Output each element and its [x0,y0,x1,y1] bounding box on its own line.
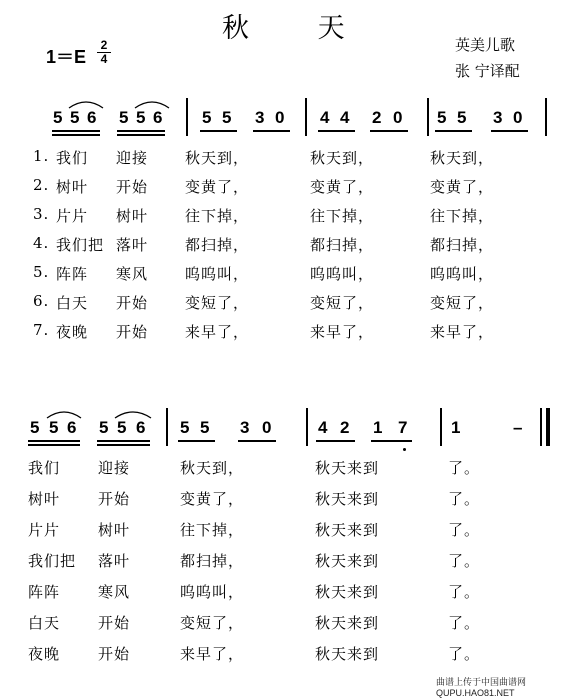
system1-lyric: 1. [33,147,50,165]
system2-lyric: 寒风 [98,583,131,601]
system1-note: 3 [493,108,503,127]
system1-lyric: 寒风 [116,265,149,283]
system1-lyric: 变黄了， [310,178,375,196]
system1-lyric: 来早了， [310,323,375,341]
system1-note: 6 [87,108,97,127]
system1-note: 5 [136,108,146,127]
system2-beam [28,440,80,442]
system2-note: 5 [30,418,40,437]
system1-lyric: 变黄了， [430,178,495,196]
credit-translator: 张 宁译配 [455,62,520,80]
system2-lyric: 秋天来到 [315,614,380,632]
system1-lyric: 2. [33,176,50,194]
system2-lyric: 了。 [448,521,481,539]
system2-slur [114,409,152,419]
system2-note: 5 [117,418,127,437]
system1-note: 5 [457,108,467,127]
system1-note: 5 [119,108,129,127]
system2-lyric: 了。 [448,490,481,508]
system1-lyric: 秋天到， [185,149,250,167]
system1-lyric: 夜晚 [56,323,89,341]
system1-beam [253,130,290,132]
system1-lyric: 落叶 [116,236,149,254]
system2-low-octave-dot [403,448,406,451]
system1-beam [200,130,237,132]
system1-lyric: 往下掉， [430,207,495,225]
system1-note: 3 [255,108,265,127]
time-signature [97,40,111,65]
system1-note: 0 [275,108,285,127]
system1-beam [370,130,408,132]
system2-beam [28,444,80,446]
system2-lyric: 片片 [28,521,61,539]
system2-lyric: 变短了， [180,614,245,632]
system2-note: 6 [136,418,146,437]
system1-lyric: 往下掉， [185,207,250,225]
system1-barline [186,98,188,136]
system2-lyric: 夜晚 [28,645,61,663]
system1-lyric: 来早了， [185,323,250,341]
system1-barline [427,98,429,136]
system2-barline [306,408,308,446]
system1-lyric: 树叶 [56,178,89,196]
system1-beam [117,134,165,136]
system2-lyric: 秋天来到 [315,521,380,539]
system1-beam [491,130,528,132]
system2-note: 1 [451,418,461,437]
system2-note: 4 [318,418,328,437]
system1-lyric: 迎接 [116,149,149,167]
system2-beam [316,440,355,442]
system2-lyric: 开始 [98,614,131,632]
system1-lyric: 呜呜叫， [430,265,495,283]
system1-lyric: 白天 [56,294,89,312]
system2-note: 3 [240,418,250,437]
system1-lyric: 开始 [116,178,149,196]
system1-lyric: 开始 [116,294,149,312]
system2-note: 5 [180,418,190,437]
system2-lyric: 秋天到， [180,459,245,477]
system2-note: 5 [99,418,109,437]
system1-beam [435,130,472,132]
system2-lyric: 了。 [448,459,481,477]
system2-note: 5 [49,418,59,437]
system2-note: 0 [262,418,272,437]
system2-beam [238,440,276,442]
system1-lyric: 都扫掉， [185,236,250,254]
system2-lyric: 秋天来到 [315,490,380,508]
system1-slur [68,99,104,109]
system2-note: 5 [200,418,210,437]
system1-note: 2 [372,108,382,127]
system2-lyric: 落叶 [98,552,131,570]
system2-note: 2 [340,418,350,437]
system2-beam [178,440,215,442]
system1-note: 0 [513,108,523,127]
system1-lyric: 往下掉， [310,207,375,225]
system2-beam [371,440,412,442]
system2-lyric: 了。 [448,645,481,663]
system1-barline [305,98,307,136]
system2-lyric: 变黄了， [180,490,245,508]
system1-lyric: 5. [33,263,50,281]
system2-note: – [513,418,523,437]
system2-lyric: 开始 [98,490,131,508]
system2-note: 7 [398,418,408,437]
system2-lyric: 秋天来到 [315,459,380,477]
system1-lyric: 变短了， [430,294,495,312]
system2-final-barline-thick [546,408,550,446]
system1-beam [117,130,165,132]
system2-lyric: 迎接 [98,459,131,477]
system2-lyric: 我们 [28,459,61,477]
system1-lyric: 秋天到， [430,149,495,167]
system2-barline [166,408,168,446]
system2-lyric: 秋天来到 [315,552,380,570]
key-signature: 1＝E [46,47,87,67]
system1-lyric: 开始 [116,323,149,341]
system2-lyric: 了。 [448,583,481,601]
system1-note: 5 [437,108,447,127]
system2-slur [46,409,82,419]
time-signature-bottom: 4 [100,52,108,66]
system1-lyric: 3. [33,205,50,223]
system1-lyric: 我们把 [56,236,105,254]
system2-lyric: 了。 [448,552,481,570]
system1-lyric: 树叶 [116,207,149,225]
system2-lyric: 秋天来到 [315,645,380,663]
credit-origin: 英美儿歌 [455,36,516,54]
system1-lyric: 变短了， [310,294,375,312]
system1-lyric: 变黄了， [185,178,250,196]
system1-note: 5 [222,108,232,127]
system1-lyric: 都扫掉， [430,236,495,254]
system1-lyric: 秋天到， [310,149,375,167]
system1-beam [52,134,100,136]
system1-note: 4 [340,108,350,127]
system1-slur [134,99,170,109]
system1-lyric: 阵阵 [56,265,89,283]
system1-note: 5 [53,108,63,127]
system1-lyric: 呜呜叫， [185,265,250,283]
system2-final-barline-thin [540,408,542,446]
system1-lyric: 变短了， [185,294,250,312]
system2-lyric: 我们把 [28,552,77,570]
system2-beam [97,440,150,442]
system1-note: 0 [393,108,403,127]
system2-beam [97,444,150,446]
system2-lyric: 阵阵 [28,583,61,601]
system1-lyric: 都扫掉， [310,236,375,254]
system2-lyric: 都扫掉， [180,552,245,570]
system1-lyric: 来早了， [430,323,495,341]
system1-beam [52,130,100,132]
system1-lyric: 7. [33,321,50,339]
system1-note: 5 [202,108,212,127]
system2-note: 1 [373,418,383,437]
system2-lyric: 白天 [28,614,61,632]
system1-lyric: 6. [33,292,50,310]
system2-lyric: 开始 [98,645,131,663]
system2-lyric: 来早了， [180,645,245,663]
system2-note: 6 [67,418,77,437]
system1-lyric: 呜呜叫， [310,265,375,283]
system2-lyric: 树叶 [28,490,61,508]
system1-note: 5 [70,108,80,127]
system1-note: 4 [320,108,330,127]
system2-lyric: 树叶 [98,521,131,539]
system2-lyric: 了。 [448,614,481,632]
system2-lyric: 秋天来到 [315,583,380,601]
system2-lyric: 往下掉， [180,521,245,539]
system2-lyric: 呜呜叫， [180,583,245,601]
system1-barline [545,98,547,136]
system2-barline [440,408,442,446]
watermark: 曲谱上传于中国曲谱网 QUPU.HAO81.NET [436,677,527,698]
system1-lyric: 我们 [56,149,89,167]
system1-note: 6 [153,108,163,127]
system1-beam [318,130,355,132]
system1-lyric: 4. [33,234,50,252]
song-title: 秋 天 [222,13,375,44]
system1-lyric: 片片 [56,207,89,225]
time-signature-top: 2 [100,38,108,52]
